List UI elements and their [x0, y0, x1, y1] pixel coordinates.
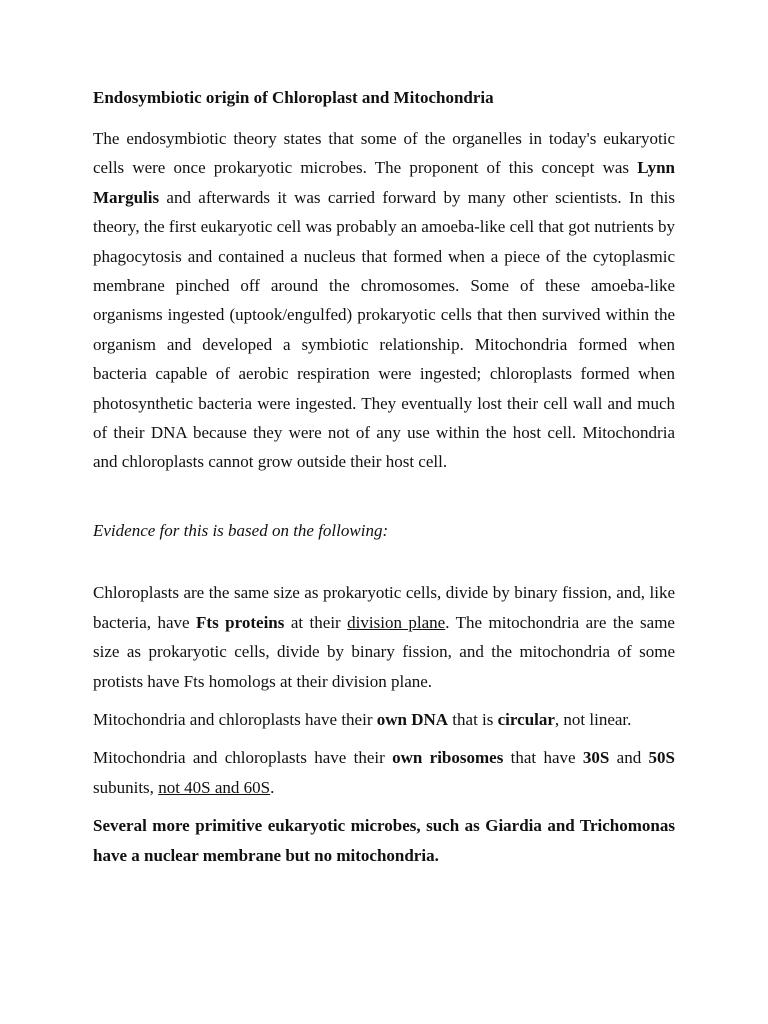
- fts-text-3: . The mitochondria are the same size as prokaryotic cells, divide by binary fission, and the mitochondria of some protists have Fts homologs at their division plane.: [93, 612, 675, 691]
- proponent-name: Lynn Margulis: [93, 158, 675, 207]
- intro-text-1: The endosymbiotic theory states that some of the organelles in today's eukaryotic cells were once prokaryotic microbes. The proponent of this concept was: [93, 129, 675, 178]
- document-page: [93, 86, 675, 870]
- document-title: Endosymbiotic origin of Chloroplast and Mitochondria: [93, 88, 494, 107]
- 30s-term: 30S: [582, 748, 610, 768]
- ribo-text-4: subunits,: [93, 777, 159, 797]
- fts-text-2: at their: [284, 612, 348, 632]
- own-ribosomes-term: own ribosomes: [392, 748, 504, 768]
- ribo-text-3: and: [609, 748, 649, 768]
- circular-term: circular: [497, 709, 555, 729]
- fts-paragraph: [93, 578, 675, 696]
- ribo-text-5: .: [270, 777, 275, 797]
- fts-text-1: Chloroplasts are the same size as prokaryotic cells, divide by binary fission, and, like bacteria, have: [93, 583, 675, 632]
- fts-proteins-term: Fts proteins: [196, 612, 285, 632]
- own-dna-term: own DNA: [376, 709, 449, 729]
- dna-paragraph: [93, 705, 675, 734]
- ribo-text-2: that have: [503, 748, 583, 768]
- intro-text-2: and afterwards it was carried forward by many other scientists. In this theory, the first eukaryotic cell was probably an amoeba-like cell that got nutrients by phagocytosis and contained a nucleus that formed when a piece of the cytoplasmic membrane pinched off around the chromosomes. Some of these amoeba-like organisms ingested (uptook/engulfed) prokaryotic cells that then survived within the organism and developed a symbiotic relationship. Mitochondria formed when bacteria capable of aerobic respiration were ingested; chloroplasts formed when photosynthetic bacteria were ingested. They eventually lost their cell wall and much of their DNA because they were not of any use within the host cell. Mitochondria and chloroplasts cannot grow outside their host cell.: [93, 187, 675, 472]
- not-40s-60s-term: not 40S and 60S: [158, 777, 271, 797]
- dna-text-2: that is: [448, 709, 498, 729]
- primitive-eukaryotes-paragraph: Several more primitive eukaryotic microbes, such as Giardia and Trichomonas have a nuclear membrane but no mitochondria.: [93, 816, 675, 865]
- division-plane-term: division plane: [347, 612, 446, 632]
- intro-paragraph: [93, 124, 675, 477]
- ribosomes-paragraph: [93, 743, 675, 802]
- ribo-text-1: Mitochondria and chloroplasts have their: [93, 748, 393, 768]
- dna-text-1: Mitochondria and chloroplasts have their: [93, 709, 377, 729]
- evidence-heading: Evidence for this is based on the following:: [93, 520, 389, 540]
- dna-text-3: , not linear.: [554, 709, 632, 729]
- 50s-term: 50S: [648, 748, 675, 768]
